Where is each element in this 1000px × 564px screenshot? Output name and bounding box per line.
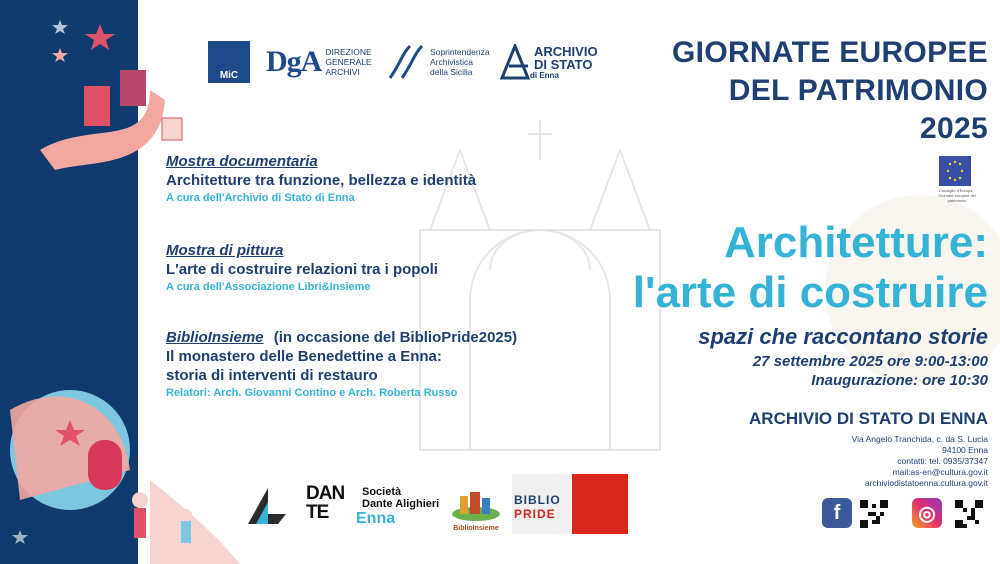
biblioinsieme-logo	[450, 486, 502, 532]
archivio-logo-city: di Enna	[530, 70, 559, 80]
facebook-icon[interactable]: f	[822, 498, 852, 528]
section-mostra-documentaria	[166, 152, 586, 206]
section-curator: A cura dell'Archivio di Stato di Enna	[166, 192, 355, 204]
subtitle: spazi che raccontano storie	[698, 324, 988, 349]
section-title: Il monastero delle Benedettine a Enna: storia di interventi di restauro	[166, 348, 442, 384]
section-mostra-pittura	[166, 241, 586, 295]
section-note: (in occasione del BiblioPride2025)	[273, 329, 518, 346]
soprintendenza-logo	[386, 40, 490, 84]
bibliopride-top: BIBLIO	[514, 493, 561, 507]
contact-website[interactable]: archiviodistatoenna.cultura.gov.it	[864, 478, 988, 488]
dante-mark: DAN TE	[306, 483, 345, 523]
qr-code-icon[interactable]	[955, 500, 983, 528]
archivio-logo-text: ARCHIVIO DI STATO	[534, 43, 598, 72]
biblioinsieme-label: BiblioInsieme	[453, 525, 499, 532]
mic-logo-mark: MiC	[208, 41, 250, 83]
dante-alighieri-logo	[306, 484, 446, 528]
eu-flag-icon	[939, 156, 971, 186]
archivio-stato-logo	[500, 40, 598, 84]
dga-text: DIREZIONE GENERALE ARCHIVI	[325, 47, 372, 77]
archivio-logo-icon	[500, 44, 530, 80]
section-curator: A cura dell'Associazione Libri&Insieme	[166, 281, 371, 293]
dga-logo	[266, 40, 372, 84]
contact-city: 94100 Enna	[942, 445, 988, 455]
section-title: Architetture tra funzione, bellezza e identità	[166, 172, 477, 189]
contact-mail[interactable]: mail:as-en@cultura.gov.it	[892, 467, 988, 477]
section-biblioinsieme	[166, 328, 586, 401]
inauguration-time: Inaugurazione: ore 10:30	[811, 372, 988, 389]
event-date: 27 settembre 2025 ore 9:00-13:00	[752, 353, 988, 370]
section-title: L'arte di costruire relazioni tra i popoli	[166, 261, 438, 278]
mic-logo	[208, 40, 250, 84]
contact-address: Via Angelo Tranchida, c. da S. Lucia	[851, 434, 988, 444]
event-title: GIORNATE EUROPEE DEL PATRIMONIO 2025	[672, 36, 988, 145]
contact-phone: contatti: tel. 0935/37347	[897, 456, 988, 466]
section-kicker: BiblioInsieme	[166, 329, 264, 346]
dante-text: Società Dante Alighieri	[362, 486, 440, 510]
section-kicker: Mostra di pittura	[166, 242, 284, 259]
bibliopride-bottom: PRIDE	[514, 507, 556, 521]
soprintendenza-icon	[386, 44, 426, 80]
qr-code-icon[interactable]	[860, 500, 888, 528]
main-title: Architetture: l'arte di costruire	[632, 218, 988, 317]
bibliopride-banner	[572, 474, 628, 534]
bibliopride-logo	[512, 474, 628, 534]
instagram-icon[interactable]: ◎	[912, 498, 942, 528]
soprintendenza-text: Soprintendenza Archivistica della Sicilia	[430, 47, 490, 77]
eu-caption: Consiglio d'Europa · Giornate europee del patrimonio	[938, 188, 976, 203]
dga-mark: DgA	[266, 45, 322, 78]
contact-title: ARCHIVIO DI STATO DI ENNA	[749, 409, 988, 428]
biblioinsieme-icon	[450, 486, 502, 522]
dante-city: Enna	[356, 510, 396, 527]
section-kicker: Mostra documentaria	[166, 153, 318, 170]
section-speakers: Relatori: Arch. Giovanni Contino e Arch. Roberta Russo	[166, 387, 458, 399]
partner-logo-icon	[244, 484, 290, 528]
